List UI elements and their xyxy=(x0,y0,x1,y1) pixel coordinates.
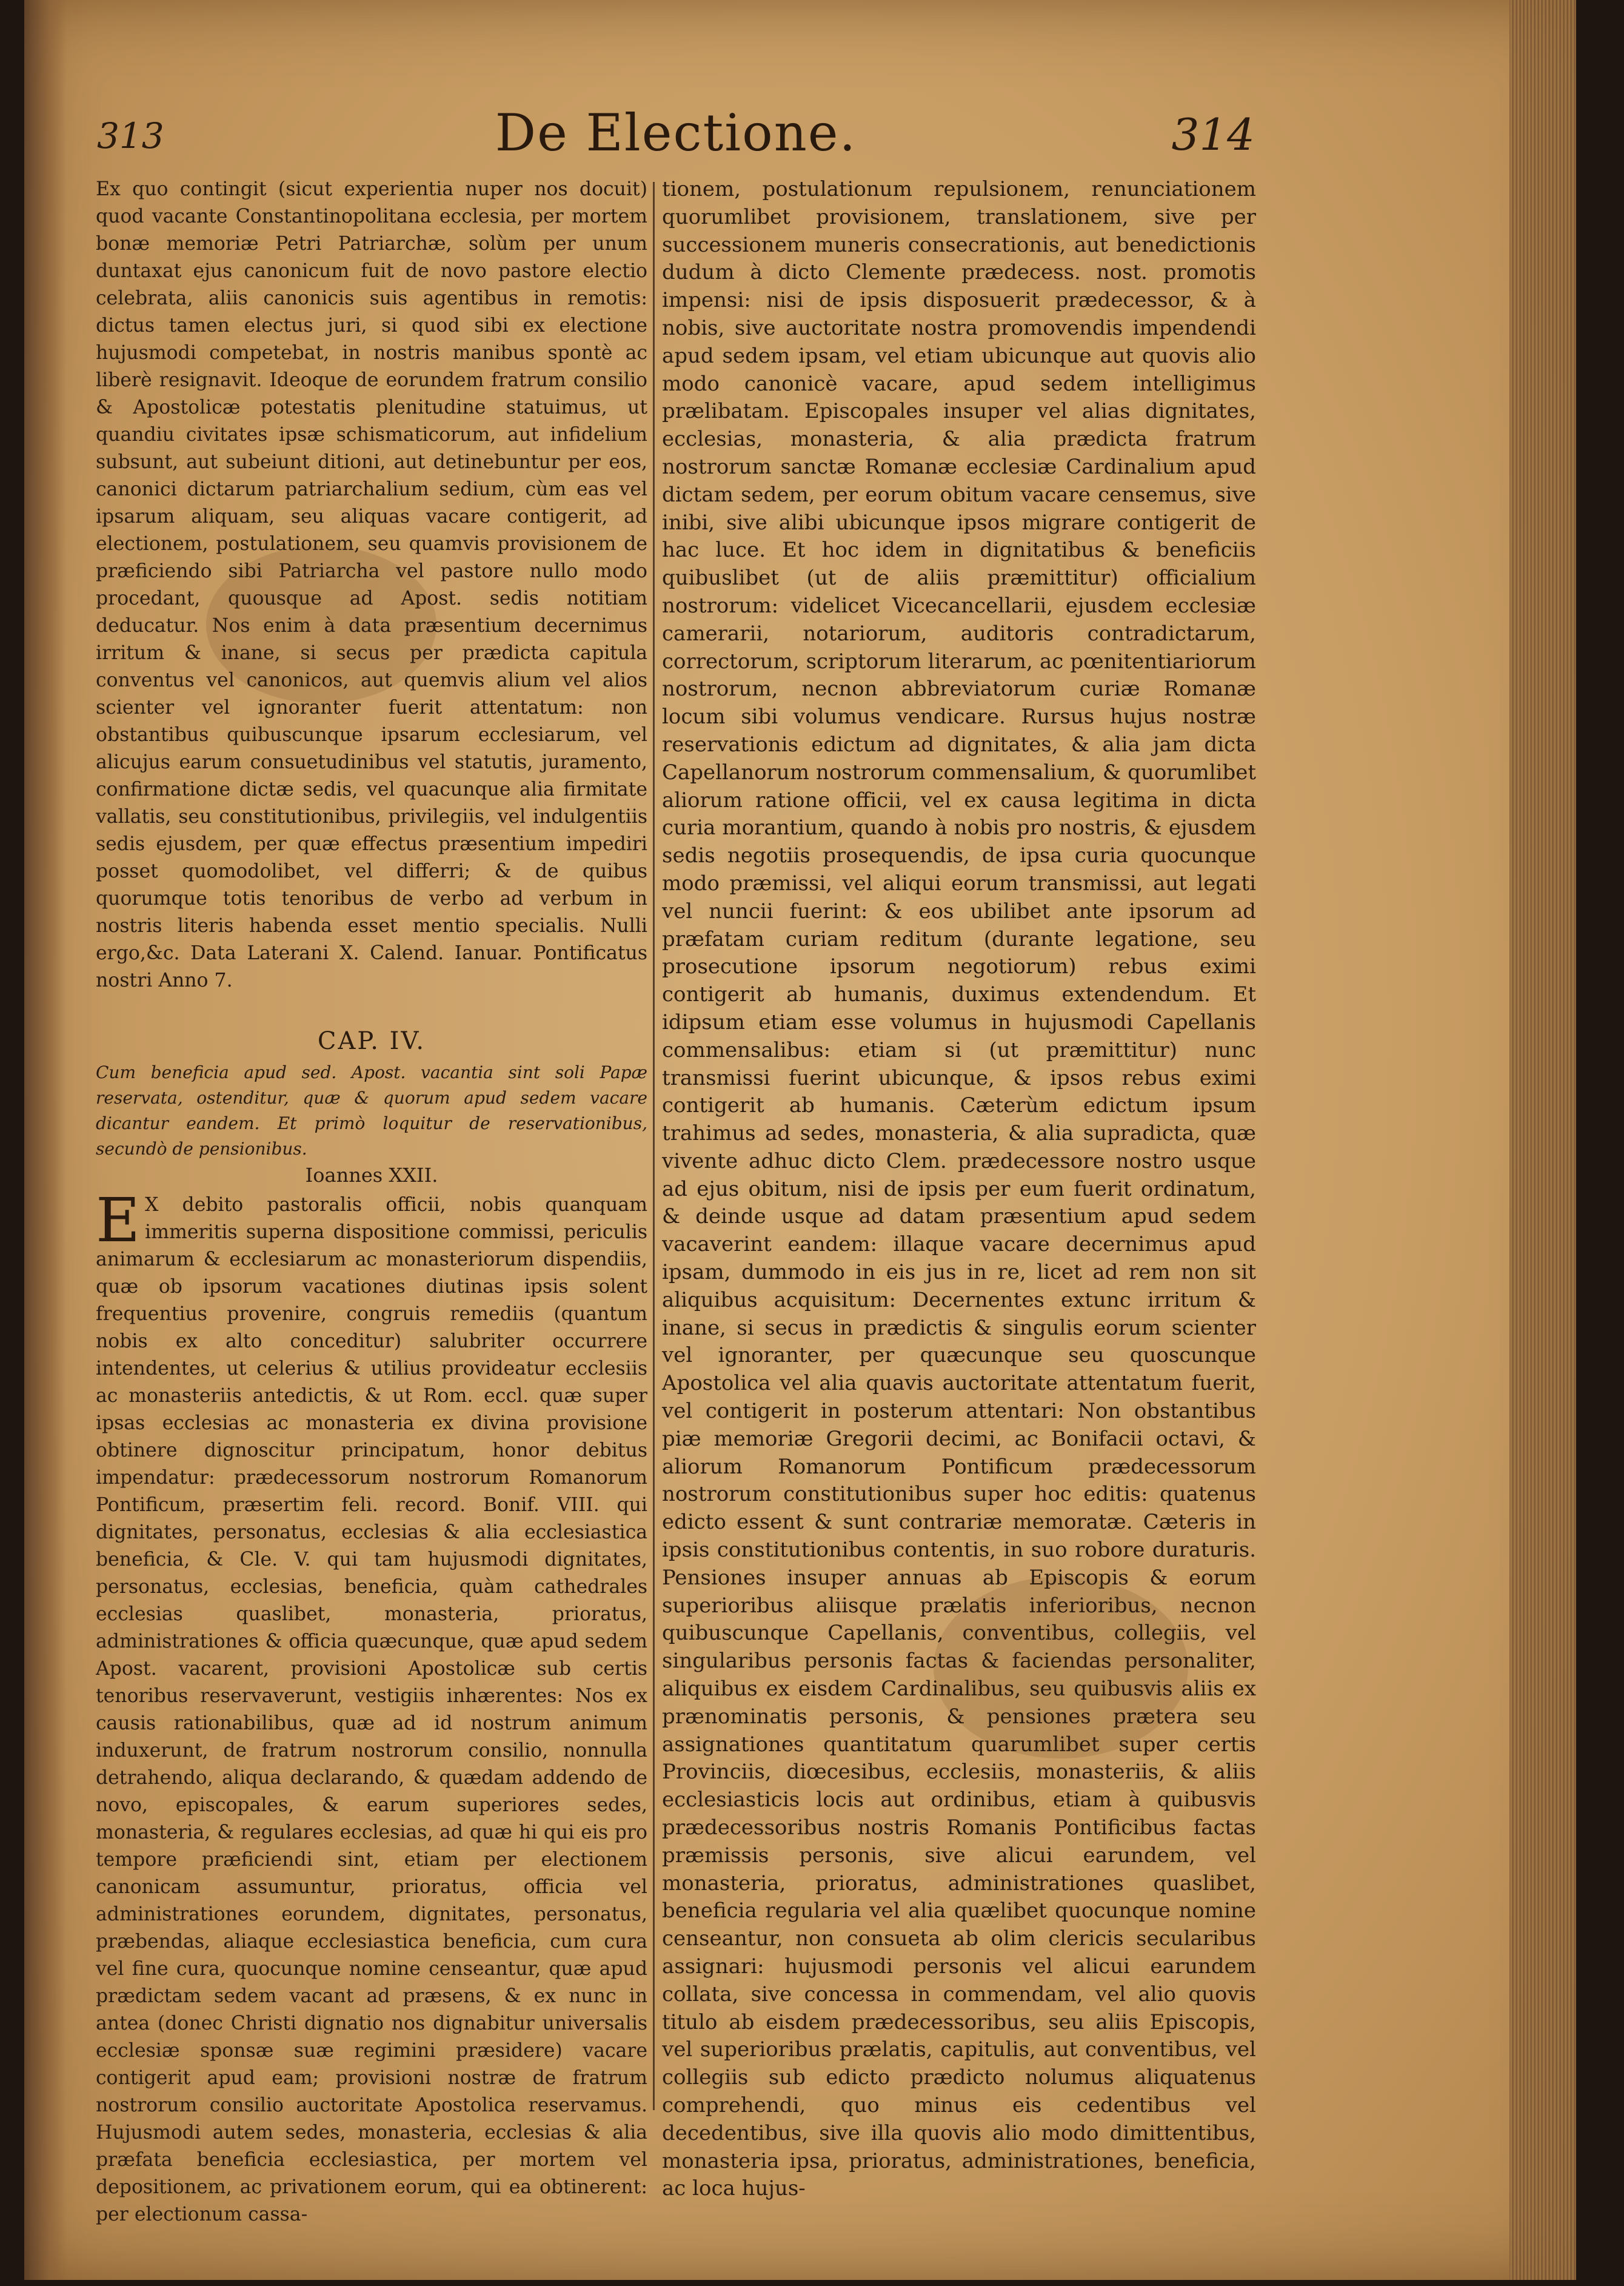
drop-cap-initial: E xyxy=(96,1185,140,1256)
book-gutter-shadow xyxy=(24,0,67,2280)
chapter-body xyxy=(96,1185,647,2228)
column-divider xyxy=(653,182,655,2110)
chapter-heading: CAP. IV. xyxy=(317,1027,426,1055)
left-opening-paragraph: Ex quo contingit (sicut experientia nuper nos docuit) quod vacante Constantinopolitana ecclesia, per mortem bonæ memoriæ Petri Patriarchæ, solùm per unum duntaxat ejus canonicum fuit de novo pastore electio celebrata, aliis canonicis suis agentibus in remotis: dictus tamen electus juri, si quod sibi ex electione hujusmodi competebat, in nostris manibus spontè ac liberè resignavit. Ideoque de eorundem fratrum consilio & Apostolicæ potestatis plenitudine statuimus, ut quandiu civitates ipsæ schismaticorum, aut infidelium subsunt, aut subeiunt ditioni, aut detinebuntur per eos, canonici dictarum patriarchalium sedium, cùm eas vel ipsarum aliquam, seu aliquas vacare contigerit, ad electionem, postulationem, seu quamvis provisionem de præficiendo sibi Patriarcha vel pastore nullo modo procedant, quousque ad Apost. sedis notitiam deducatur. Nos enim à data præsentium decernimus irritum & inane, si secus per prædicta capitula conventus vel canonicos, aut quemvis alium vel alios scienter vel ignoranter fuerit attentatum: non obstantibus quibuscunque ipsarum ecclesiarum, vel alicujus earum consuetudinibus vel statutis, juramento, confirmatione dictæ sedis, vel quacunque alia firmitate vallatis, seu constitutionibus, privilegiis, vel indulgentiis sedis ejusdem, per quæ effectus præsentium impediri posset quomodolibet, vel differri; & de quibus quorumque totis tenoribus de verbo ad verbum in nostris literis habenda esset mentio specialis. Nulli ergo,&c. Data Laterani X. Calend. Ianuar. Pontificatus nostri Anno 7. xyxy=(96,178,647,991)
chapter-body-text: X debito pastoralis officii, nobis quanquam immeritis superna dispositione commissi, periculis animarum & ecclesiarum ac monasteriorum dispendiis, quæ ob ipsorum vacationes diutinas ipsis solent frequentius provenire, congruis remediis (quantum nobis ex alto conceditur) salubriter occurrere intendentes, ut celerius & utilius provideatur ecclesiis ac monasteriis antedictis, & ut Rom. eccl. quæ super ipsas ecclesias ac monasteria ex divina provisione obtinere dignoscitur principatum, honor debitus impendatur: prædecessorum nostrorum Romanorum Pontificum, præsertim feli. record. Bonif. VIII. qui dignitates, personatus, ecclesias & alia ecclesiastica beneficia, & Cle. V. qui tam hujusmodi dignitates, personatus, ecclesias, beneficia, quàm cathedrales ecclesias quaslibet, monasteria, prioratus, administrationes & officia quæcunque, quæ apud sedem Apost. vacarent, provisioni Apostolicæ sub certis tenoribus reservaverunt, vestigiis inhærentes: Nos ex causis rationabilibus, quæ ad id nostrum animum induxerunt, de fratrum nostrorum consilio, nonnulla detrahendo, aliqua declarando, & quædam addendo de novo, episcopales, & earum superiores sedes, monasteria, & regulares ecclesias, ad quæ hi qui eis pro tempore præficiendi sint, etiam per electionem canonicam assumuntur, prioratus, officia vel administrationes eorundem, dignitates, personatus, præbendas, aliaque ecclesiastica beneficia, cum cura vel fine cura, quocunque nomine censeantur, quæ apud prædictam sedem vacant ad præsens, & ex nunc in antea (donec Christi dignatio nos dignabitur universalis ecclesiæ sponsæ suæ regimini præsidere) vacare contigerit apud eam; provisioni nostræ de fratrum nostrorum consilio auctoritate Apostolica reservamus. Hujusmodi autem sedes, monasteria, ecclesias & alia præfata beneficia ecclesiastica, per mortem vel depositionem, ac privationem eorum, qui ea obtinerent: per electionum cassa- xyxy=(96,1194,647,2225)
chapter-summary: Cum beneficia apud sed. Apost. vacantia sint soli Papæ reservata, ostenditur, quæ & quorum apud sedem vacare dicantur eandem. Et primò loquitur de reservationibus, secundò de pensionibus. xyxy=(96,1062,647,1159)
left-page-number: 313 xyxy=(97,115,164,156)
page-fore-edge xyxy=(1509,0,1576,2280)
right-column xyxy=(662,176,1256,2201)
running-header xyxy=(97,103,1255,170)
right-column-paragraph: tionem, postulationum repulsionem, renunciationem quorumlibet provisionem, translationem, sive per successionem muneris consecrationis, aut benedictionis dudum à dicto Clemente prædecess. nost. promotis impensi: nisi de ipsis disposuerit prædecessor, & à nobis, sive auctoritate nostra promovendis impendendi apud sedem ipsam, vel etiam ubicunque aut quovis alio modo canonicè vacare, apud sedem intelligimus prælibatam. Episcopales insuper vel alias dignitates, ecclesias, monasteria, & alia prædicta fratrum nostrorum sanctæ Romanæ ecclesiæ Cardinalium apud dictam sedem, per eorum obitum vacare censemus, sive inibi, sive alibi ubicunque ipsos migrare contigerit de hac luce. Et hoc idem in dignitatibus & beneficiis quibuslibet (ut de aliis præmittitur) officialium nostrorum: videlicet Vicecancellarii, ejusdem ecclesiæ camerarii, notariorum, auditoris contradictarum, correctorum, scriptorum literarum, ac pœnitentiariorum nostrorum, necnon abbreviatorum curiæ Romanæ locum sibi volumus vendicare. Rursus hujus nostræ reservationis edictum ad dignitates, & alia jam dicta Capellanorum nostrorum commensalium, & quorumlibet aliorum ratione officii, vel ex causa legitima in dicta curia morantium, quando à nobis pro nostris, & ejusdem sedis negotiis prosequendis, de ipsa curia quocunque modo præmissi, vel aliqui eorum transmissi, aut legati vel nuncii fuerint: & eos ubilibet ante ipsorum ad præfatam curiam reditum (durante legatione, seu prosecutione ipsorum negotiorum) rebus eximi contigerit ab humanis, duximus extendendum. Et idipsum etiam esse volumus in hujusmodi Capellanis commensalibus: etiam si (ut præmittitur) nunc transmissi fuerint ubicunque, & ipsos rebus eximi contigerit ab humanis. Cæterùm edictum ipsum trahimus ad sedes, monasteria, & alia supradicta, quæ vivente adhuc dicto Clem. prædecessore nostro usque ad ejus obitum, nisi de ipsis per eum fuerit ordinatum, & deinde usque ad datam præsentium apud sedem vacaverint eandem: illaque vacare decernimus apud ipsam, dummodo in eis jus in re, licet ad rem non sit aliquibus acquisitum: Decernentes extunc irritum & inane, si secus in prædictis & singulis eorum scienter vel ignoranter, per quæcunque seu quoscunque Apostolica vel alia quavis auctoritate attentatum fuerit, vel contigerit in posterum attentari: Non obstantibus piæ memoriæ Gregorii decimi, ac Bonifacii octavi, & aliorum Romanorum Pontificum prædecessorum nostrorum constitutionibus super hoc editis: quatenus edicto essent & sunt contrariæ memoratæ. Cæteris in ipsis constitutionibus contentis, in suo robore duraturis. Pensiones insuper annuas ab Episcopis & eorum superioribus aliisque prælatis inferioribus, necnon quibuscunque Capellanis, conventibus, collegiis, vel singularibus personis factas & faciendas personaliter, aliquibus ex eisdem Cardinalibus, seu quibusvis aliis ex prænominatis personis, & pensiones prætera seu assignationes quantitatum quarumlibet super certis Provinciis, diœcesibus, ecclesiis, monasteriis, & aliis ecclesiasticis locis aut ordinibus, etiam à quibusvis prædecessoribus nostris Romanis Pontificibus factas præmissis personis, sive alicui earundem, vel monasteria, prioratus, administrationes quaslibet, beneficia regularia vel alia quælibet quocunque nomine censeantur, non consueta ab olim clericis secularibus assignari: hujusmodi personis vel alicui earundem collata, sive concessa in commendam, vel alio quovis titulo ab eisdem prædecessoribus, seu aliis Episcopis, vel superioribus prælatis, capitulis, aut conventibus, vel collegiis sub edicto prædicto nolumus aliquatenus comprehendi, quo minus eis cedentibus vel decedentibus, sive illa quovis alio modo dimittentibus, monasteria ipsa, prioratus, administrationes, beneficia, ac loca hujus- xyxy=(662,177,1256,2201)
chapter-author: Ioannes XXII. xyxy=(305,1164,438,1187)
left-column xyxy=(96,176,647,2225)
running-title: De Electione. xyxy=(495,103,857,163)
book-page xyxy=(24,0,1576,2280)
right-page-number: 314 xyxy=(1171,109,1255,160)
